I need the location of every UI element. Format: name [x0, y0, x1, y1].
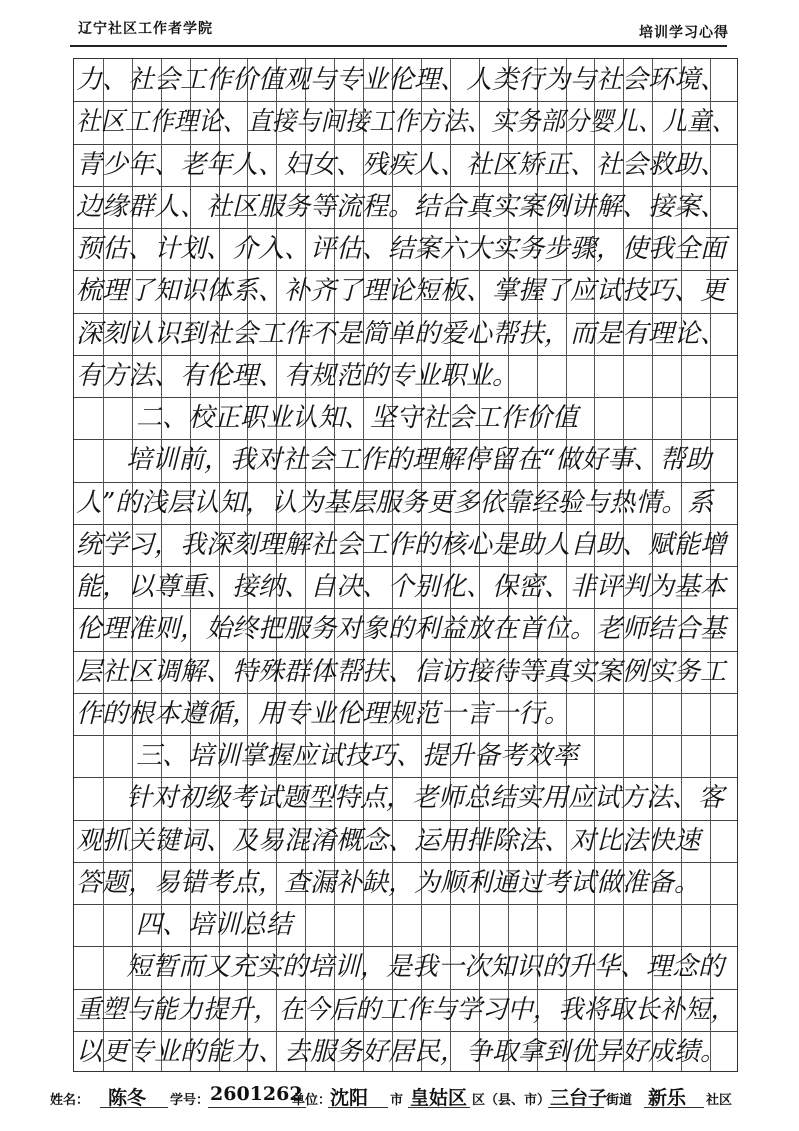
handwritten-line: 能，以尊重、接纳、自决、个别化、保密、非评判为基本	[76, 572, 727, 603]
name-underline	[100, 1107, 168, 1108]
handwritten-line: 针对初级考试题型特点，老师总结实用应试方法、客	[126, 783, 725, 814]
grid-horizontal-rule	[74, 397, 737, 398]
handwritten-line: 人”的浅层认知，认为基层服务更多依靠经验与热情。系	[76, 487, 714, 518]
section-heading: 二、校正职业认知、坚守社会工作价值	[136, 403, 579, 434]
grid-horizontal-rule	[74, 651, 737, 652]
grid-horizontal-rule	[74, 862, 737, 863]
unit-label: 单位：	[292, 1093, 332, 1108]
handwritten-line: 有方法、有伦理、有规范的专业职业。	[76, 360, 519, 391]
name-label: 姓名：	[50, 1093, 90, 1108]
handwritten-line: 青少年、老年人、妇女、残疾人、社区矫正、社会救助、	[76, 149, 727, 180]
grid-horizontal-rule	[74, 566, 737, 567]
header-document-type: 培训学习心得	[639, 25, 729, 41]
handwritten-line: 层社区调解、特殊群体帮扶、信访接待等真实案例实务工	[76, 656, 727, 687]
student-info-footer	[30, 1083, 770, 1111]
grid-horizontal-rule	[74, 904, 737, 905]
grid-horizontal-rule	[74, 228, 737, 229]
handwritten-line: 深刻认识到社会工作不是简单的爱心帮扶，而是有理论、	[76, 318, 727, 349]
grid-horizontal-rule	[74, 1031, 737, 1032]
grid-horizontal-rule	[74, 735, 737, 736]
grid-horizontal-rule	[74, 524, 737, 525]
handwritten-line: 作的根本遵循，用专业伦理规范一言一行。	[76, 698, 571, 729]
grid-horizontal-rule	[74, 186, 737, 187]
grid-horizontal-rule	[74, 439, 737, 440]
handwritten-line: 统学习，我深刻理解社会工作的核心是助人自助、赋能增	[76, 529, 727, 560]
street-value: 三台子	[550, 1087, 608, 1109]
community-underline	[644, 1107, 704, 1108]
student-id-label: 学号：	[170, 1093, 210, 1108]
grid-horizontal-rule	[74, 989, 737, 990]
grid-horizontal-rule	[74, 313, 737, 314]
district-label: 区（县、市）	[472, 1093, 551, 1108]
grid-horizontal-rule	[74, 946, 737, 947]
handwritten-line: 力、社会工作价值观与专业伦理、人类行为与社会环境、	[76, 65, 727, 96]
street-underline	[548, 1107, 604, 1108]
city-value: 沈阳	[330, 1087, 369, 1109]
handwritten-line: 观抓关键词、及易混淆概念、运用排除法、对比法快速	[76, 825, 701, 856]
city-underline	[328, 1107, 388, 1108]
section-heading: 四、培训总结	[136, 910, 293, 941]
grid-horizontal-rule	[74, 482, 737, 483]
grid-horizontal-rule	[74, 693, 737, 694]
header-rule	[70, 45, 727, 47]
grid-horizontal-rule	[74, 144, 737, 145]
city-label: 市	[390, 1093, 404, 1108]
grid-horizontal-rule	[74, 820, 737, 821]
grid-horizontal-rule	[74, 777, 737, 778]
handwritten-line: 边缘群人、社区服务等流程。结合真实案例讲解、接案、	[76, 191, 727, 222]
handwritten-line: 预估、计划、介入、评估、结案六大实务步骤，使我全面	[76, 234, 727, 265]
street-label: 街道	[606, 1093, 633, 1108]
grid-horizontal-rule	[74, 270, 737, 271]
district-underline	[408, 1107, 470, 1108]
district-value: 皇姑区	[410, 1087, 468, 1109]
name-value: 陈冬	[108, 1087, 147, 1109]
handwritten-line: 短暂而又充实的培训，是我一次知识的升华、理念的	[126, 952, 725, 983]
handwritten-line: 培训前，我对社会工作的理解停留在“做好事、帮助	[126, 445, 712, 476]
section-heading: 三、培训掌握应试技巧、提升备考效率	[136, 741, 579, 772]
community-label: 社区	[706, 1093, 733, 1108]
student-id-value: 2601262	[210, 1083, 303, 1105]
grid-horizontal-rule	[74, 101, 737, 102]
community-value: 新乐	[648, 1087, 687, 1109]
handwritten-line: 社区工作理论、直接与间接工作方法、实务部分婴儿、儿童、	[76, 107, 736, 138]
handwritten-line: 以更专业的能力、去服务好居民，争取拿到优异好成绩。	[76, 1036, 727, 1067]
grid-horizontal-rule	[74, 608, 737, 609]
handwritten-line: 重塑与能力提升，在今后的工作与学习中，我将取长补短，	[76, 994, 736, 1025]
grid-horizontal-rule	[74, 355, 737, 356]
handwritten-line: 梳理了知识体系、补齐了理论短板、掌握了应试技巧、更	[76, 276, 727, 307]
header-organization: 辽宁社区工作者学院	[78, 21, 213, 37]
handwritten-line: 伦理准则，始终把服务对象的利益放在首位。老师结合基	[76, 614, 727, 645]
handwritten-line: 答题，易错考点，查漏补缺，为顺利通过考试做准备。	[76, 867, 701, 898]
